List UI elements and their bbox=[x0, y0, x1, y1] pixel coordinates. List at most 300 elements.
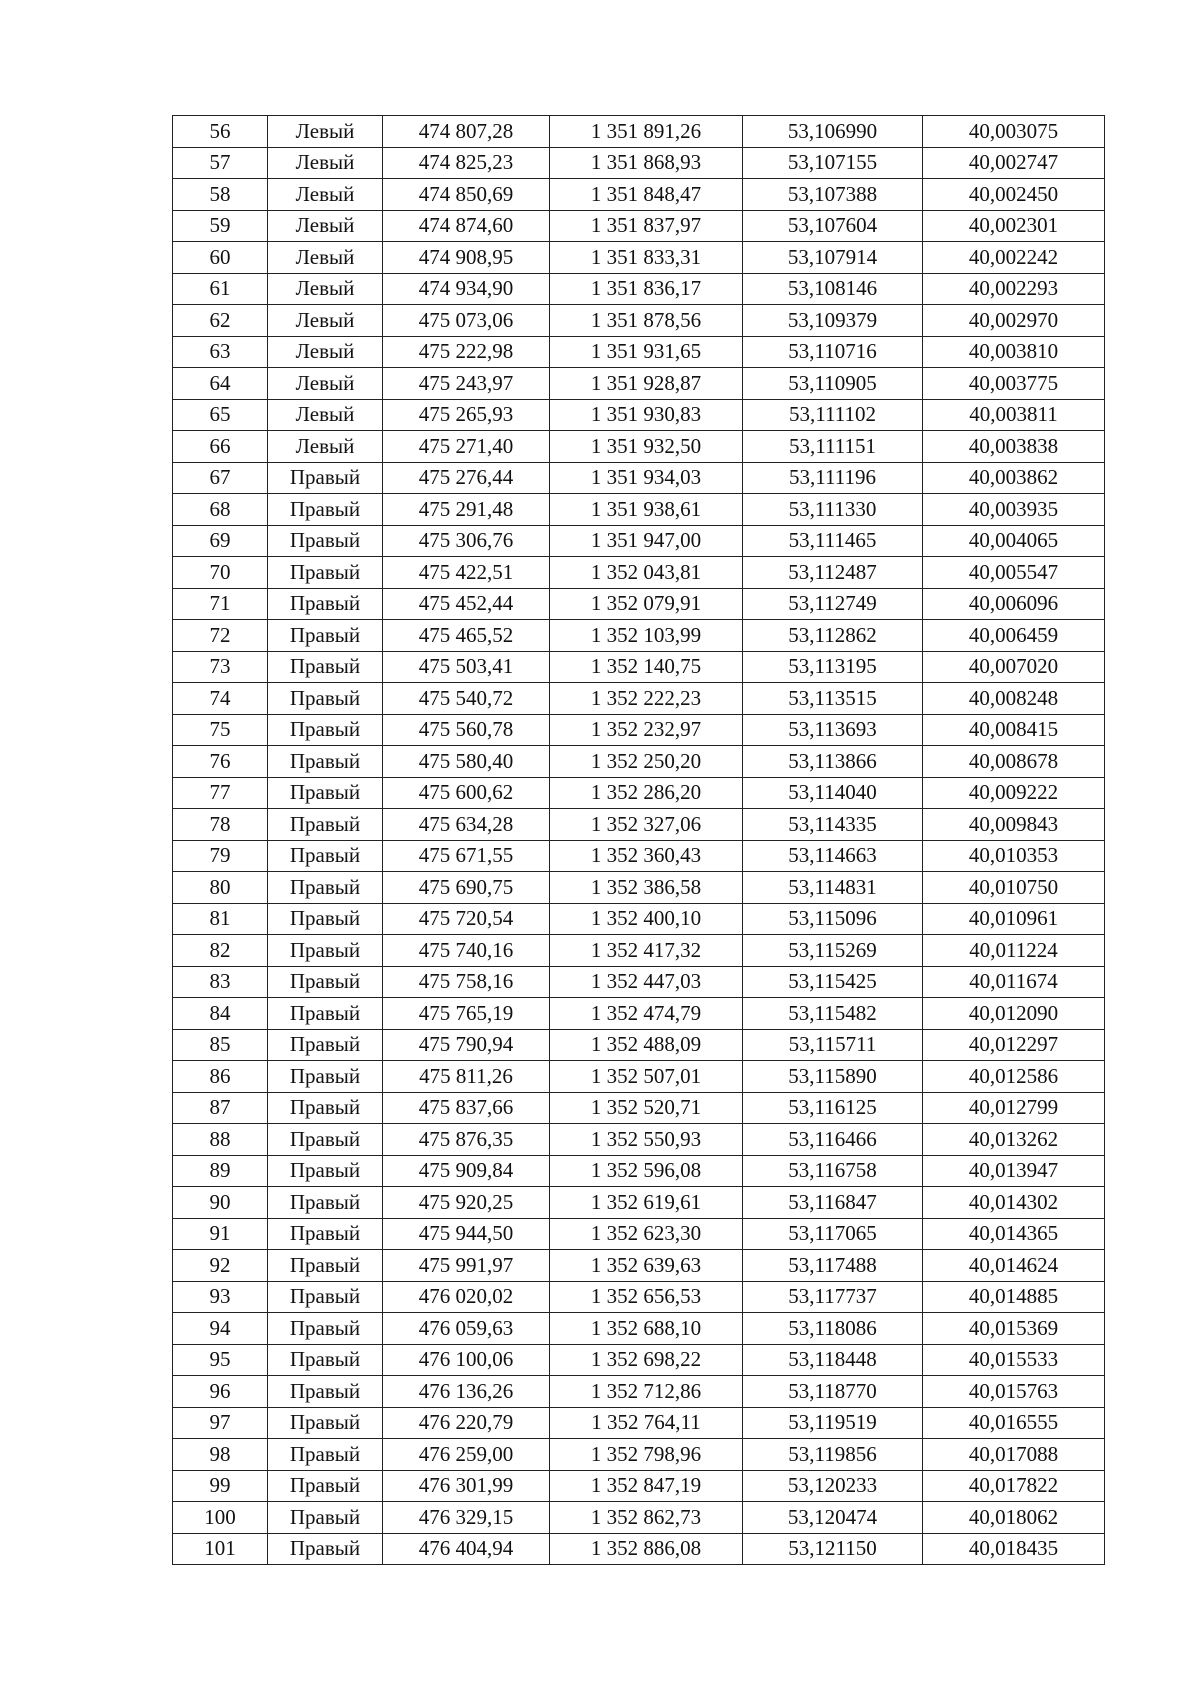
point-number-cell: 69 bbox=[173, 525, 268, 557]
point-number-cell: 101 bbox=[173, 1533, 268, 1565]
y-coordinate-cell: 1 352 507,01 bbox=[550, 1061, 743, 1093]
longitude-cell: 40,011674 bbox=[923, 966, 1105, 998]
coordinates-table bbox=[172, 115, 1105, 1565]
x-coordinate-cell: 474 807,28 bbox=[383, 116, 550, 148]
y-coordinate-cell: 1 351 878,56 bbox=[550, 305, 743, 337]
latitude-cell: 53,107604 bbox=[743, 210, 923, 242]
point-number-cell: 91 bbox=[173, 1218, 268, 1250]
table-row bbox=[173, 1439, 1105, 1471]
table-row bbox=[173, 147, 1105, 179]
table-row bbox=[173, 651, 1105, 683]
table-row bbox=[173, 966, 1105, 998]
table-row bbox=[173, 1061, 1105, 1093]
x-coordinate-cell: 475 265,93 bbox=[383, 399, 550, 431]
y-coordinate-cell: 1 352 596,08 bbox=[550, 1155, 743, 1187]
latitude-cell: 53,113195 bbox=[743, 651, 923, 683]
x-coordinate-cell: 475 465,52 bbox=[383, 620, 550, 652]
longitude-cell: 40,013262 bbox=[923, 1124, 1105, 1156]
point-number-cell: 68 bbox=[173, 494, 268, 526]
y-coordinate-cell: 1 352 232,97 bbox=[550, 714, 743, 746]
latitude-cell: 53,115096 bbox=[743, 903, 923, 935]
side-cell: Правый bbox=[268, 494, 383, 526]
table-row bbox=[173, 1029, 1105, 1061]
longitude-cell: 40,008678 bbox=[923, 746, 1105, 778]
longitude-cell: 40,012586 bbox=[923, 1061, 1105, 1093]
side-cell: Правый bbox=[268, 620, 383, 652]
y-coordinate-cell: 1 352 250,20 bbox=[550, 746, 743, 778]
x-coordinate-cell: 474 874,60 bbox=[383, 210, 550, 242]
y-coordinate-cell: 1 352 623,30 bbox=[550, 1218, 743, 1250]
x-coordinate-cell: 475 740,16 bbox=[383, 935, 550, 967]
side-cell: Правый bbox=[268, 1250, 383, 1282]
y-coordinate-cell: 1 352 140,75 bbox=[550, 651, 743, 683]
longitude-cell: 40,006096 bbox=[923, 588, 1105, 620]
x-coordinate-cell: 476 136,26 bbox=[383, 1376, 550, 1408]
y-coordinate-cell: 1 352 488,09 bbox=[550, 1029, 743, 1061]
side-cell: Правый bbox=[268, 1029, 383, 1061]
side-cell: Левый bbox=[268, 273, 383, 305]
y-coordinate-cell: 1 352 639,63 bbox=[550, 1250, 743, 1282]
point-number-cell: 73 bbox=[173, 651, 268, 683]
x-coordinate-cell: 475 811,26 bbox=[383, 1061, 550, 1093]
latitude-cell: 53,108146 bbox=[743, 273, 923, 305]
side-cell: Правый bbox=[268, 588, 383, 620]
latitude-cell: 53,111196 bbox=[743, 462, 923, 494]
longitude-cell: 40,014365 bbox=[923, 1218, 1105, 1250]
longitude-cell: 40,012799 bbox=[923, 1092, 1105, 1124]
side-cell: Левый bbox=[268, 179, 383, 211]
longitude-cell: 40,010353 bbox=[923, 840, 1105, 872]
longitude-cell: 40,010750 bbox=[923, 872, 1105, 904]
point-number-cell: 67 bbox=[173, 462, 268, 494]
side-cell: Правый bbox=[268, 525, 383, 557]
side-cell: Левый bbox=[268, 242, 383, 274]
table-row bbox=[173, 557, 1105, 589]
table-row bbox=[173, 777, 1105, 809]
longitude-cell: 40,014624 bbox=[923, 1250, 1105, 1282]
longitude-cell: 40,006459 bbox=[923, 620, 1105, 652]
latitude-cell: 53,117737 bbox=[743, 1281, 923, 1313]
point-number-cell: 60 bbox=[173, 242, 268, 274]
point-number-cell: 63 bbox=[173, 336, 268, 368]
y-coordinate-cell: 1 352 698,22 bbox=[550, 1344, 743, 1376]
side-cell: Правый bbox=[268, 840, 383, 872]
point-number-cell: 88 bbox=[173, 1124, 268, 1156]
table-row bbox=[173, 1344, 1105, 1376]
table-row bbox=[173, 1533, 1105, 1565]
point-number-cell: 93 bbox=[173, 1281, 268, 1313]
latitude-cell: 53,110716 bbox=[743, 336, 923, 368]
side-cell: Правый bbox=[268, 903, 383, 935]
latitude-cell: 53,111102 bbox=[743, 399, 923, 431]
longitude-cell: 40,015763 bbox=[923, 1376, 1105, 1408]
longitude-cell: 40,007020 bbox=[923, 651, 1105, 683]
x-coordinate-cell: 475 580,40 bbox=[383, 746, 550, 778]
table-row bbox=[173, 1250, 1105, 1282]
latitude-cell: 53,113693 bbox=[743, 714, 923, 746]
table-row bbox=[173, 809, 1105, 841]
side-cell: Правый bbox=[268, 557, 383, 589]
side-cell: Правый bbox=[268, 746, 383, 778]
point-number-cell: 56 bbox=[173, 116, 268, 148]
longitude-cell: 40,003862 bbox=[923, 462, 1105, 494]
table-row bbox=[173, 1218, 1105, 1250]
latitude-cell: 53,115711 bbox=[743, 1029, 923, 1061]
point-number-cell: 74 bbox=[173, 683, 268, 715]
table-row bbox=[173, 903, 1105, 935]
table-row bbox=[173, 116, 1105, 148]
side-cell: Левый bbox=[268, 305, 383, 337]
latitude-cell: 53,109379 bbox=[743, 305, 923, 337]
coordinates-table-body bbox=[173, 116, 1105, 1565]
side-cell: Правый bbox=[268, 809, 383, 841]
latitude-cell: 53,113515 bbox=[743, 683, 923, 715]
latitude-cell: 53,106990 bbox=[743, 116, 923, 148]
y-coordinate-cell: 1 351 930,83 bbox=[550, 399, 743, 431]
longitude-cell: 40,009843 bbox=[923, 809, 1105, 841]
side-cell: Правый bbox=[268, 1533, 383, 1565]
y-coordinate-cell: 1 351 938,61 bbox=[550, 494, 743, 526]
x-coordinate-cell: 474 934,90 bbox=[383, 273, 550, 305]
x-coordinate-cell: 475 503,41 bbox=[383, 651, 550, 683]
table-row bbox=[173, 683, 1105, 715]
point-number-cell: 92 bbox=[173, 1250, 268, 1282]
x-coordinate-cell: 475 837,66 bbox=[383, 1092, 550, 1124]
longitude-cell: 40,015369 bbox=[923, 1313, 1105, 1345]
y-coordinate-cell: 1 351 928,87 bbox=[550, 368, 743, 400]
longitude-cell: 40,003838 bbox=[923, 431, 1105, 463]
side-cell: Левый bbox=[268, 368, 383, 400]
x-coordinate-cell: 476 404,94 bbox=[383, 1533, 550, 1565]
latitude-cell: 53,114335 bbox=[743, 809, 923, 841]
table-row bbox=[173, 620, 1105, 652]
point-number-cell: 81 bbox=[173, 903, 268, 935]
table-row bbox=[173, 399, 1105, 431]
y-coordinate-cell: 1 352 043,81 bbox=[550, 557, 743, 589]
table-row bbox=[173, 525, 1105, 557]
longitude-cell: 40,004065 bbox=[923, 525, 1105, 557]
latitude-cell: 53,114663 bbox=[743, 840, 923, 872]
x-coordinate-cell: 474 825,23 bbox=[383, 147, 550, 179]
y-coordinate-cell: 1 351 891,26 bbox=[550, 116, 743, 148]
table-row bbox=[173, 494, 1105, 526]
point-number-cell: 57 bbox=[173, 147, 268, 179]
longitude-cell: 40,017822 bbox=[923, 1470, 1105, 1502]
latitude-cell: 53,107914 bbox=[743, 242, 923, 274]
latitude-cell: 53,114040 bbox=[743, 777, 923, 809]
point-number-cell: 83 bbox=[173, 966, 268, 998]
x-coordinate-cell: 475 073,06 bbox=[383, 305, 550, 337]
side-cell: Левый bbox=[268, 210, 383, 242]
x-coordinate-cell: 475 944,50 bbox=[383, 1218, 550, 1250]
side-cell: Правый bbox=[268, 1407, 383, 1439]
point-number-cell: 64 bbox=[173, 368, 268, 400]
table-row bbox=[173, 1281, 1105, 1313]
latitude-cell: 53,116847 bbox=[743, 1187, 923, 1219]
point-number-cell: 79 bbox=[173, 840, 268, 872]
table-row bbox=[173, 998, 1105, 1030]
x-coordinate-cell: 475 909,84 bbox=[383, 1155, 550, 1187]
latitude-cell: 53,119519 bbox=[743, 1407, 923, 1439]
side-cell: Правый bbox=[268, 1344, 383, 1376]
y-coordinate-cell: 1 352 656,53 bbox=[550, 1281, 743, 1313]
point-number-cell: 70 bbox=[173, 557, 268, 589]
table-row bbox=[173, 179, 1105, 211]
longitude-cell: 40,002293 bbox=[923, 273, 1105, 305]
point-number-cell: 71 bbox=[173, 588, 268, 620]
latitude-cell: 53,117065 bbox=[743, 1218, 923, 1250]
table-row bbox=[173, 431, 1105, 463]
latitude-cell: 53,118086 bbox=[743, 1313, 923, 1345]
y-coordinate-cell: 1 352 400,10 bbox=[550, 903, 743, 935]
point-number-cell: 59 bbox=[173, 210, 268, 242]
longitude-cell: 40,008415 bbox=[923, 714, 1105, 746]
point-number-cell: 58 bbox=[173, 179, 268, 211]
y-coordinate-cell: 1 351 836,17 bbox=[550, 273, 743, 305]
latitude-cell: 53,118448 bbox=[743, 1344, 923, 1376]
point-number-cell: 85 bbox=[173, 1029, 268, 1061]
side-cell: Правый bbox=[268, 714, 383, 746]
side-cell: Левый bbox=[268, 147, 383, 179]
side-cell: Правый bbox=[268, 1281, 383, 1313]
latitude-cell: 53,112862 bbox=[743, 620, 923, 652]
table-row bbox=[173, 368, 1105, 400]
side-cell: Правый bbox=[268, 1187, 383, 1219]
y-coordinate-cell: 1 352 222,23 bbox=[550, 683, 743, 715]
side-cell: Левый bbox=[268, 431, 383, 463]
y-coordinate-cell: 1 352 286,20 bbox=[550, 777, 743, 809]
y-coordinate-cell: 1 352 386,58 bbox=[550, 872, 743, 904]
side-cell: Правый bbox=[268, 1061, 383, 1093]
x-coordinate-cell: 474 850,69 bbox=[383, 179, 550, 211]
latitude-cell: 53,119856 bbox=[743, 1439, 923, 1471]
x-coordinate-cell: 475 422,51 bbox=[383, 557, 550, 589]
side-cell: Левый bbox=[268, 116, 383, 148]
point-number-cell: 76 bbox=[173, 746, 268, 778]
y-coordinate-cell: 1 352 417,32 bbox=[550, 935, 743, 967]
x-coordinate-cell: 475 306,76 bbox=[383, 525, 550, 557]
latitude-cell: 53,110905 bbox=[743, 368, 923, 400]
x-coordinate-cell: 475 690,75 bbox=[383, 872, 550, 904]
y-coordinate-cell: 1 352 474,79 bbox=[550, 998, 743, 1030]
latitude-cell: 53,115269 bbox=[743, 935, 923, 967]
x-coordinate-cell: 476 100,06 bbox=[383, 1344, 550, 1376]
point-number-cell: 66 bbox=[173, 431, 268, 463]
side-cell: Правый bbox=[268, 1376, 383, 1408]
point-number-cell: 89 bbox=[173, 1155, 268, 1187]
x-coordinate-cell: 475 222,98 bbox=[383, 336, 550, 368]
longitude-cell: 40,013947 bbox=[923, 1155, 1105, 1187]
y-coordinate-cell: 1 352 862,73 bbox=[550, 1502, 743, 1534]
point-number-cell: 82 bbox=[173, 935, 268, 967]
point-number-cell: 97 bbox=[173, 1407, 268, 1439]
point-number-cell: 90 bbox=[173, 1187, 268, 1219]
point-number-cell: 96 bbox=[173, 1376, 268, 1408]
latitude-cell: 53,120474 bbox=[743, 1502, 923, 1534]
table-row bbox=[173, 1470, 1105, 1502]
side-cell: Правый bbox=[268, 462, 383, 494]
table-row bbox=[173, 840, 1105, 872]
latitude-cell: 53,111465 bbox=[743, 525, 923, 557]
side-cell: Правый bbox=[268, 1155, 383, 1187]
y-coordinate-cell: 1 351 833,31 bbox=[550, 242, 743, 274]
x-coordinate-cell: 475 291,48 bbox=[383, 494, 550, 526]
latitude-cell: 53,107155 bbox=[743, 147, 923, 179]
side-cell: Левый bbox=[268, 336, 383, 368]
longitude-cell: 40,014885 bbox=[923, 1281, 1105, 1313]
y-coordinate-cell: 1 352 619,61 bbox=[550, 1187, 743, 1219]
latitude-cell: 53,115890 bbox=[743, 1061, 923, 1093]
longitude-cell: 40,002242 bbox=[923, 242, 1105, 274]
longitude-cell: 40,002970 bbox=[923, 305, 1105, 337]
point-number-cell: 75 bbox=[173, 714, 268, 746]
y-coordinate-cell: 1 351 947,00 bbox=[550, 525, 743, 557]
side-cell: Правый bbox=[268, 1470, 383, 1502]
x-coordinate-cell: 475 991,97 bbox=[383, 1250, 550, 1282]
side-cell: Левый bbox=[268, 399, 383, 431]
latitude-cell: 53,115425 bbox=[743, 966, 923, 998]
longitude-cell: 40,003775 bbox=[923, 368, 1105, 400]
x-coordinate-cell: 475 790,94 bbox=[383, 1029, 550, 1061]
y-coordinate-cell: 1 352 079,91 bbox=[550, 588, 743, 620]
y-coordinate-cell: 1 352 550,93 bbox=[550, 1124, 743, 1156]
side-cell: Правый bbox=[268, 683, 383, 715]
point-number-cell: 80 bbox=[173, 872, 268, 904]
table-row bbox=[173, 1502, 1105, 1534]
side-cell: Правый bbox=[268, 1313, 383, 1345]
side-cell: Правый bbox=[268, 1092, 383, 1124]
latitude-cell: 53,111330 bbox=[743, 494, 923, 526]
longitude-cell: 40,012090 bbox=[923, 998, 1105, 1030]
y-coordinate-cell: 1 352 764,11 bbox=[550, 1407, 743, 1439]
table-row bbox=[173, 1376, 1105, 1408]
x-coordinate-cell: 475 452,44 bbox=[383, 588, 550, 620]
x-coordinate-cell: 475 671,55 bbox=[383, 840, 550, 872]
table-row bbox=[173, 1092, 1105, 1124]
table-row bbox=[173, 746, 1105, 778]
x-coordinate-cell: 475 920,25 bbox=[383, 1187, 550, 1219]
latitude-cell: 53,118770 bbox=[743, 1376, 923, 1408]
side-cell: Правый bbox=[268, 777, 383, 809]
longitude-cell: 40,008248 bbox=[923, 683, 1105, 715]
y-coordinate-cell: 1 351 848,47 bbox=[550, 179, 743, 211]
point-number-cell: 65 bbox=[173, 399, 268, 431]
y-coordinate-cell: 1 351 837,97 bbox=[550, 210, 743, 242]
latitude-cell: 53,114831 bbox=[743, 872, 923, 904]
point-number-cell: 87 bbox=[173, 1092, 268, 1124]
table-row bbox=[173, 1155, 1105, 1187]
point-number-cell: 86 bbox=[173, 1061, 268, 1093]
longitude-cell: 40,016555 bbox=[923, 1407, 1105, 1439]
longitude-cell: 40,010961 bbox=[923, 903, 1105, 935]
y-coordinate-cell: 1 351 931,65 bbox=[550, 336, 743, 368]
side-cell: Правый bbox=[268, 872, 383, 904]
table-row bbox=[173, 1187, 1105, 1219]
x-coordinate-cell: 474 908,95 bbox=[383, 242, 550, 274]
x-coordinate-cell: 475 271,40 bbox=[383, 431, 550, 463]
table-row bbox=[173, 210, 1105, 242]
longitude-cell: 40,003935 bbox=[923, 494, 1105, 526]
side-cell: Правый bbox=[268, 1218, 383, 1250]
longitude-cell: 40,017088 bbox=[923, 1439, 1105, 1471]
longitude-cell: 40,002301 bbox=[923, 210, 1105, 242]
latitude-cell: 53,113866 bbox=[743, 746, 923, 778]
longitude-cell: 40,015533 bbox=[923, 1344, 1105, 1376]
longitude-cell: 40,018435 bbox=[923, 1533, 1105, 1565]
x-coordinate-cell: 475 758,16 bbox=[383, 966, 550, 998]
point-number-cell: 94 bbox=[173, 1313, 268, 1345]
table-row bbox=[173, 872, 1105, 904]
x-coordinate-cell: 476 329,15 bbox=[383, 1502, 550, 1534]
latitude-cell: 53,112749 bbox=[743, 588, 923, 620]
x-coordinate-cell: 476 220,79 bbox=[383, 1407, 550, 1439]
point-number-cell: 61 bbox=[173, 273, 268, 305]
x-coordinate-cell: 476 059,63 bbox=[383, 1313, 550, 1345]
latitude-cell: 53,117488 bbox=[743, 1250, 923, 1282]
y-coordinate-cell: 1 352 103,99 bbox=[550, 620, 743, 652]
table-row bbox=[173, 935, 1105, 967]
point-number-cell: 84 bbox=[173, 998, 268, 1030]
y-coordinate-cell: 1 351 932,50 bbox=[550, 431, 743, 463]
y-coordinate-cell: 1 352 798,96 bbox=[550, 1439, 743, 1471]
x-coordinate-cell: 475 243,97 bbox=[383, 368, 550, 400]
point-number-cell: 98 bbox=[173, 1439, 268, 1471]
longitude-cell: 40,003811 bbox=[923, 399, 1105, 431]
longitude-cell: 40,002450 bbox=[923, 179, 1105, 211]
point-number-cell: 95 bbox=[173, 1344, 268, 1376]
latitude-cell: 53,115482 bbox=[743, 998, 923, 1030]
latitude-cell: 53,116758 bbox=[743, 1155, 923, 1187]
latitude-cell: 53,111151 bbox=[743, 431, 923, 463]
y-coordinate-cell: 1 351 868,93 bbox=[550, 147, 743, 179]
x-coordinate-cell: 475 276,44 bbox=[383, 462, 550, 494]
latitude-cell: 53,112487 bbox=[743, 557, 923, 589]
side-cell: Правый bbox=[268, 935, 383, 967]
table-row bbox=[173, 1407, 1105, 1439]
point-number-cell: 100 bbox=[173, 1502, 268, 1534]
x-coordinate-cell: 475 540,72 bbox=[383, 683, 550, 715]
longitude-cell: 40,018062 bbox=[923, 1502, 1105, 1534]
y-coordinate-cell: 1 351 934,03 bbox=[550, 462, 743, 494]
point-number-cell: 77 bbox=[173, 777, 268, 809]
table-row bbox=[173, 588, 1105, 620]
longitude-cell: 40,014302 bbox=[923, 1187, 1105, 1219]
table-row bbox=[173, 1313, 1105, 1345]
x-coordinate-cell: 476 020,02 bbox=[383, 1281, 550, 1313]
x-coordinate-cell: 475 876,35 bbox=[383, 1124, 550, 1156]
y-coordinate-cell: 1 352 886,08 bbox=[550, 1533, 743, 1565]
y-coordinate-cell: 1 352 327,06 bbox=[550, 809, 743, 841]
longitude-cell: 40,002747 bbox=[923, 147, 1105, 179]
side-cell: Правый bbox=[268, 651, 383, 683]
latitude-cell: 53,120233 bbox=[743, 1470, 923, 1502]
longitude-cell: 40,005547 bbox=[923, 557, 1105, 589]
latitude-cell: 53,107388 bbox=[743, 179, 923, 211]
table-row bbox=[173, 273, 1105, 305]
y-coordinate-cell: 1 352 712,86 bbox=[550, 1376, 743, 1408]
side-cell: Правый bbox=[268, 1502, 383, 1534]
x-coordinate-cell: 476 301,99 bbox=[383, 1470, 550, 1502]
longitude-cell: 40,003810 bbox=[923, 336, 1105, 368]
table-row bbox=[173, 336, 1105, 368]
y-coordinate-cell: 1 352 520,71 bbox=[550, 1092, 743, 1124]
x-coordinate-cell: 475 720,54 bbox=[383, 903, 550, 935]
y-coordinate-cell: 1 352 847,19 bbox=[550, 1470, 743, 1502]
x-coordinate-cell: 475 600,62 bbox=[383, 777, 550, 809]
table-row bbox=[173, 242, 1105, 274]
longitude-cell: 40,011224 bbox=[923, 935, 1105, 967]
latitude-cell: 53,116466 bbox=[743, 1124, 923, 1156]
